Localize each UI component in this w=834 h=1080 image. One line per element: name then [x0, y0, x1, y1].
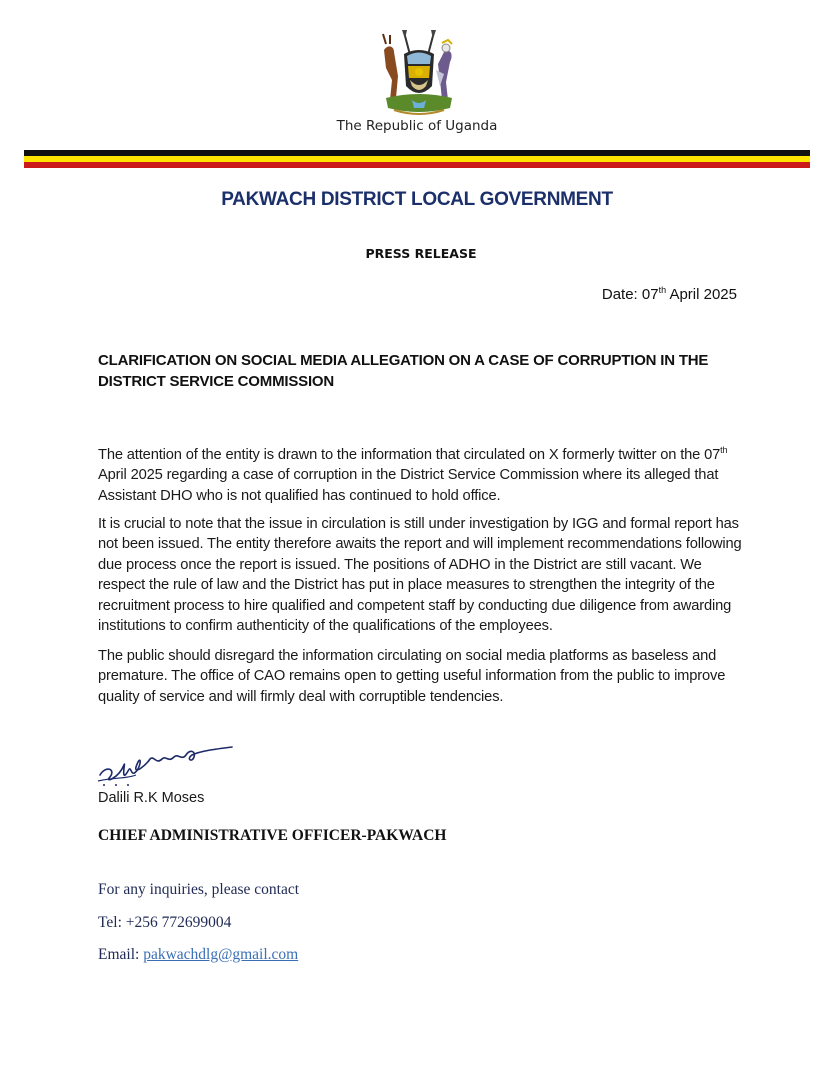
signatory-title: CHIEF ADMINISTRATIVE OFFICER-PAKWACH	[98, 827, 447, 844]
paragraph-1-part1: The attention of the entity is drawn to the information that circulated on X formerly twitter on the 07	[98, 446, 721, 463]
email-label: Email:	[98, 946, 144, 963]
signatory-name: Dalili R.K Moses	[98, 790, 205, 806]
contact-email-line	[98, 946, 298, 964]
organization-title: PAKWACH DISTRICT LOCAL GOVERNMENT	[221, 189, 613, 210]
contact-telephone: Tel: +256 772699004	[98, 914, 232, 931]
national-flag-stripe	[24, 150, 810, 168]
republic-label: The Republic of Uganda	[336, 118, 498, 134]
uganda-coat-of-arms-icon	[374, 30, 464, 118]
flag-stripe-red	[24, 162, 810, 168]
document-date	[602, 285, 737, 303]
body-paragraph-3: The public should disregard the information circulating on social media platforms as baseless and premature. The office of CAO remains open to getting useful information from the public to improve quality of service and will firmly deal with corruptible tendencies.	[98, 648, 726, 705]
date-rest: April 2025	[666, 286, 737, 303]
contact-intro: For any inquiries, please contact	[98, 881, 300, 898]
paragraph-1-ordinal: th	[720, 445, 728, 455]
email-link[interactable]: pakwachdlg@gmail.com	[143, 946, 299, 963]
date-prefix: Date: 07	[601, 286, 659, 303]
body-paragraph-2: It is crucial to note that the issue in circulation is still under investigation by IGG and formal report has not been issued. The entity therefore awaits the report and will implement recommendations following due process once the report is issued. The positions of ADHO in the District are still vacant. We respect the rule of law and the District has put in place measures to strengthen the integrity of the recruitment process to hire qualified and competent staff by conducting due diligence from awarding institutions to confirm authenticity of the qualifications of the employees.	[98, 516, 742, 635]
document-type-label: PRESS RELEASE	[365, 246, 477, 261]
body-paragraph-1	[98, 440, 748, 506]
date-ordinal: th	[658, 285, 667, 295]
signature-icon	[96, 735, 236, 787]
paragraph-1-part2: April 2025 regarding a case of corruption in the District Service Commission where its alleged that Assistant DHO who is not qualified has continued to hold office.	[98, 467, 719, 504]
subject-heading: CLARIFICATION ON SOCIAL MEDIA ALLEGATION ON A CASE OF CORRUPTION IN THE DISTRICT SERVICE COMMISSION	[98, 352, 709, 390]
